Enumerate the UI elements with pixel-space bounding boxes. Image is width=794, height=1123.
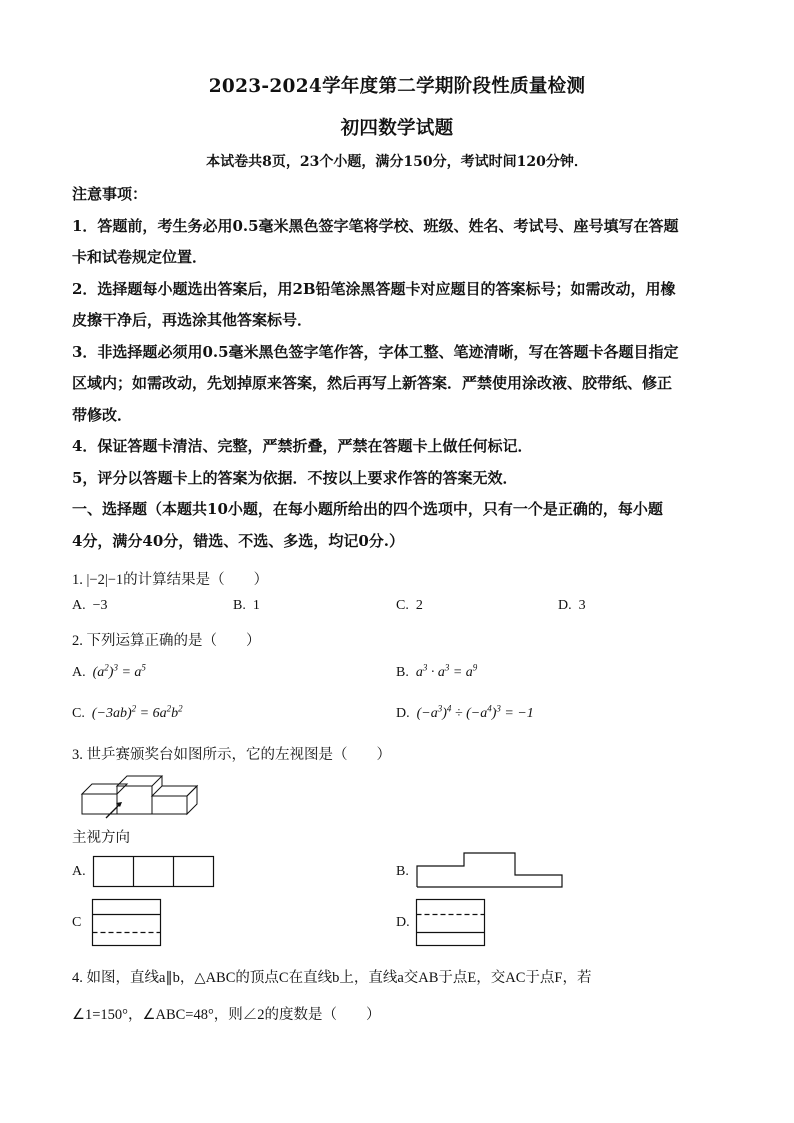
- q2-c-formula: $(-3ab)^2 = 6a^2b^2$: [91, 703, 183, 721]
- section-1-line-2: 4分，满分40分，错选、不选、多选，均记0分.）: [72, 532, 404, 550]
- q1-number: 1.: [72, 572, 83, 588]
- q2-option-c[interactable]: C. $(-3ab)^2 = 6a^2b^2$: [72, 703, 183, 721]
- note-1-line-1: 1．答题前，考生务必用0.5毫米黑色签字笔将学校、班级、姓名、考试号、座号填写在答题: [72, 217, 679, 235]
- q4-stem-line-1: 4. 如图，直线a∥b，△ABC的顶点C在直线b上，直线a交AB于点E，交AC于点F，若: [72, 970, 592, 986]
- q3-option-b-view[interactable]: [416, 852, 566, 888]
- note-2-line-2: 皮擦干净后，再选涂其他答案标号．: [72, 311, 313, 329]
- notes-heading: 注意事项：: [72, 185, 148, 203]
- note-5: 5，评分以答题卡上的答案为依据．不按以上要求作答的答案无效．: [72, 469, 518, 487]
- q1-option-a[interactable]: A. −3: [72, 598, 108, 613]
- q2-stem: 2. 下列运算正确的是（ ）: [72, 633, 261, 649]
- q1-option-c[interactable]: C. 2: [396, 598, 423, 613]
- exam-info: 本试卷共8页，23个小题，满分150分，考试时间120分钟．: [206, 154, 588, 170]
- note-3-line-2: 区域内；如需改动，先划掉原来答案，然后再写上新答案．严禁使用涂改液、胶带纸、修正: [72, 374, 673, 392]
- q3-option-c-view[interactable]: [92, 899, 164, 949]
- exam-title: 2023-2024学年度第二学期阶段性质量检测: [208, 76, 586, 97]
- note-4: 4．保证答题卡清洁、完整，严禁折叠，严禁在答题卡上做任何标记．: [72, 437, 533, 455]
- q1-stem: [72, 568, 268, 589]
- q1-stem-text: 的计算结果是（ ）: [123, 572, 269, 588]
- exam-subtitle: 初四数学试题: [340, 118, 454, 139]
- note-3-line-1: 3．非选择题必须用0.5毫米黑色签字笔作答，字体工整、笔迹清晰，写在答题卡各题目指定: [72, 343, 679, 361]
- podium-figure: [72, 772, 202, 822]
- q3-option-b-label[interactable]: B.: [396, 864, 409, 879]
- q3-option-d-label[interactable]: D.: [396, 915, 410, 930]
- q3-stem: 3. 世乒赛颁奖台如图所示，它的左视图是（ ）: [72, 747, 391, 763]
- q2-a-formula: $(a^2)^3 = a^5$: [92, 662, 146, 680]
- note-1-line-2: 卡和试卷规定位置．: [72, 248, 208, 266]
- q1-expression: |−2|−1: [86, 572, 124, 588]
- q1-option-b[interactable]: B. 1: [233, 598, 260, 613]
- q3-option-a-view[interactable]: [93, 856, 215, 888]
- note-3-line-3: 带修改．: [72, 406, 133, 424]
- q2-option-a[interactable]: A. $(a^2)^3 = a^5$: [72, 662, 146, 680]
- q3-figure-caption: 主视方向: [72, 830, 130, 846]
- q2-d-formula: $(-a^3)^4 \div (-a^4)^3 = -1$: [416, 703, 534, 721]
- q3-option-a-label[interactable]: A.: [72, 864, 86, 879]
- q2-option-b[interactable]: B. $a^3 \cdot a^3 = a^9$: [396, 662, 478, 680]
- q2-option-d[interactable]: D. $(-a^3)^4 \div (-a^4)^3 = -1$: [396, 703, 534, 721]
- q1-option-d[interactable]: D. 3: [558, 598, 586, 613]
- q3-option-d-view[interactable]: [416, 899, 488, 949]
- q3-option-c-label[interactable]: C: [72, 915, 82, 930]
- q4-stem-line-2: ∠1=150°，∠ABC=48°，则∠2的度数是（ ）: [72, 1007, 381, 1023]
- note-2-line-1: 2．选择题每小题选出答案后，用2B铅笔涂黑答题卡对应题目的答案标号；如需改动，用橡: [72, 280, 676, 298]
- q2-b-formula: $a^3 \cdot a^3 = a^9$: [415, 662, 478, 680]
- section-1-line-1: 一、选择题（本题共10小题，在每小题所给出的四个选项中，只有一个是正确的，每小题: [72, 500, 663, 518]
